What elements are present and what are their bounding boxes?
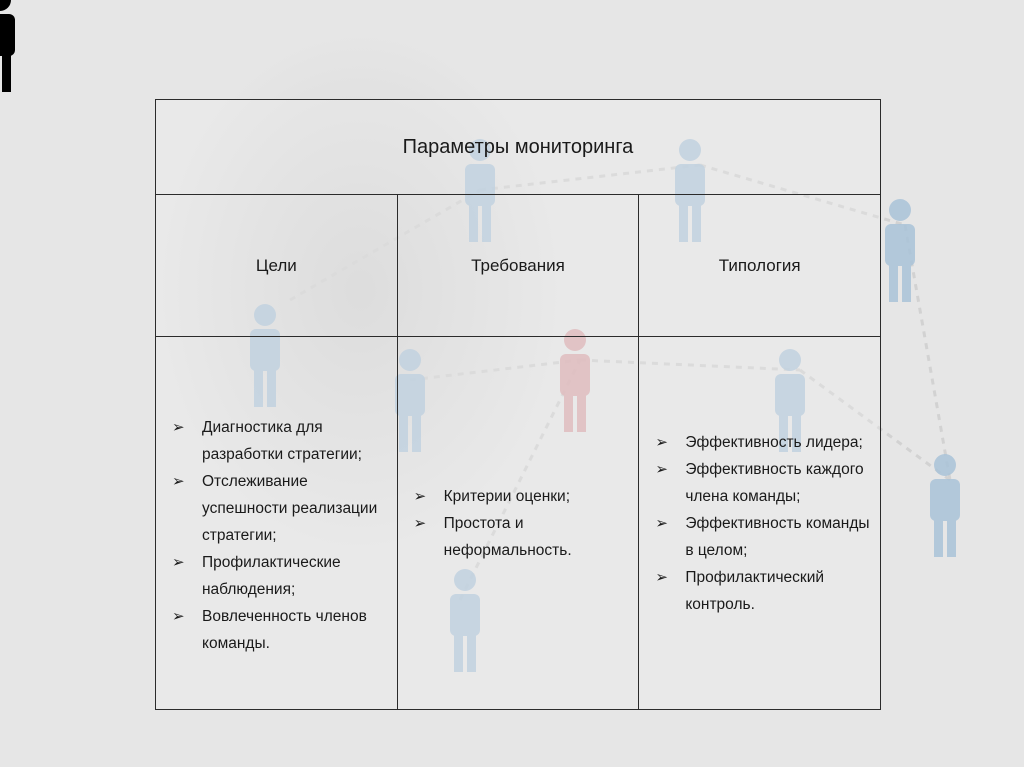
table-title: Параметры мониторинга xyxy=(156,100,881,195)
typology-list xyxy=(655,429,870,618)
monitoring-parameters-table xyxy=(155,99,881,710)
arrow-bullet-icon: ➢ xyxy=(655,514,668,532)
list-item: ➢ Вовлеченность членов команды. xyxy=(172,603,387,657)
list-item: ➢ Эффективность каждого члена команды; xyxy=(655,456,870,510)
requirements-list xyxy=(414,483,629,564)
requirements-cell xyxy=(397,337,639,710)
arrow-bullet-icon: ➢ xyxy=(655,568,668,586)
list-item: ➢ Профилактические наблюдения; xyxy=(172,549,387,603)
arrow-bullet-icon: ➢ xyxy=(655,460,668,478)
list-item: ➢ Профилактический контроль. xyxy=(655,564,870,618)
list-item: ➢ Эффективность лидера; xyxy=(655,429,870,456)
arrow-bullet-icon: ➢ xyxy=(172,553,185,571)
goals-cell xyxy=(156,337,398,710)
list-item: ➢ Критерии оценки; xyxy=(414,483,629,510)
list-item: ➢ Эффективность команды в целом; xyxy=(655,510,870,564)
arrow-bullet-icon: ➢ xyxy=(655,433,668,451)
arrow-bullet-icon: ➢ xyxy=(172,418,185,436)
list-item: ➢ Отслеживание успешности реализации стратегии; xyxy=(172,468,387,549)
header-typology: Типология xyxy=(639,195,881,337)
goals-list xyxy=(172,414,387,657)
header-requirements: Требования xyxy=(397,195,639,337)
list-item: ➢ Простота и неформальность. xyxy=(414,510,629,564)
list-item: ➢ Диагностика для разработки стратегии; xyxy=(172,414,387,468)
arrow-bullet-icon: ➢ xyxy=(413,514,427,532)
person-icon xyxy=(0,0,15,92)
arrow-bullet-icon: ➢ xyxy=(413,487,427,505)
arrow-bullet-icon: ➢ xyxy=(172,607,185,625)
typology-cell xyxy=(639,337,881,710)
arrow-bullet-icon: ➢ xyxy=(172,472,185,490)
header-goals: Цели xyxy=(156,195,398,337)
